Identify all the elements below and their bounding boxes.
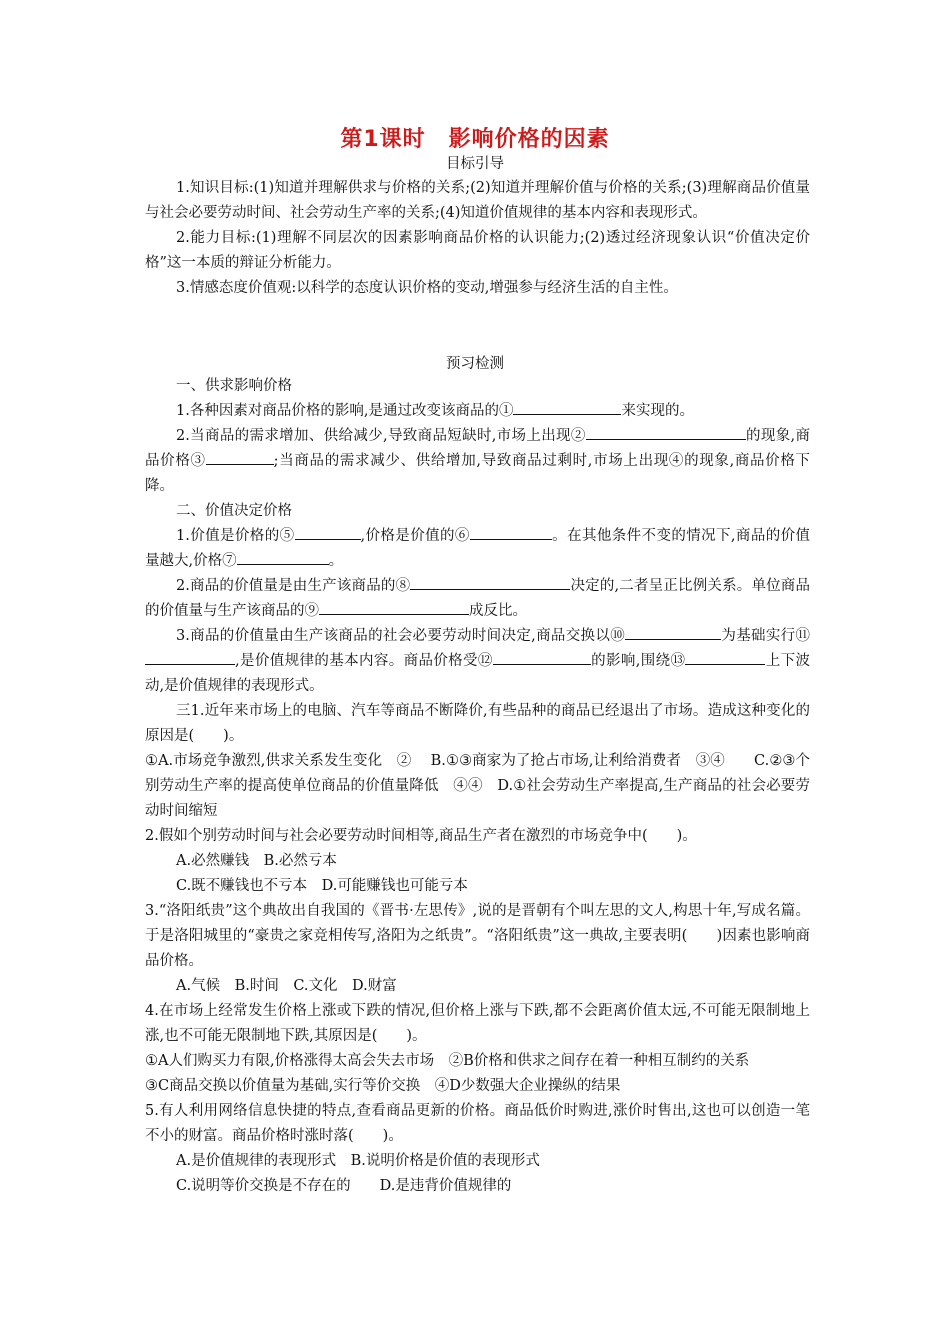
mc-question-2-stem: 2.假如个别劳动时间与社会必要劳动时间相等,商品生产者在激烈的市场竞争中( )。: [145, 828, 697, 844]
mc-question-1-options: ①A.市场竞争激烈,供求关系发生变化 ② B.①③商家为了抢占市场,让利给消费者 ③④ C.②③个别劳动生产率的提高使单位商品的价值量降低 ④④ D.①社会劳动生产率提高,生产商品的社会必要劳动时间缩短: [145, 753, 810, 819]
mc-question-4-options-a: ①A人们购买力有限,价格涨得太高会失去市场 ②B价格和供求之间存在着一种相互制约的关系: [145, 1053, 750, 1069]
goal-knowledge: 1.知识目标:(1)知道并理解供求与价格的关系;(2)知道并理解价值与价格的关系;(3)理解商品价值量与社会必要劳动时间、社会劳动生产率的关系;(4)知道价值规律的基本内容和表现形式。: [145, 180, 810, 221]
answer-blank-13[interactable]: [685, 649, 765, 665]
answer-blank-8[interactable]: [410, 574, 570, 590]
mc-question-5-options-a: A.是价值规律的表现形式 B.说明价格是价值的表现形式: [176, 1153, 540, 1169]
answer-blank-7[interactable]: [237, 549, 329, 565]
preview-heading: 预习检测: [446, 356, 504, 372]
preview-section: [145, 374, 810, 1199]
goals-section: [145, 176, 810, 301]
lesson-title: 第1课时 影响价格的因素: [340, 127, 610, 152]
mc-question-2-options-b: C.既不赚钱也不亏本 D.可能赚钱也可能亏本: [176, 878, 468, 894]
answer-blank-11[interactable]: [145, 649, 235, 665]
goal-ability: 2.能力目标:(1)理解不同层次的因素影响商品价格的认识能力;(2)透过经济现象认识“价值决定价格”这一本质的辩证分析能力。: [145, 230, 810, 271]
mc-question-4-options-b: ③C商品交换以价值量为基础,实行等价交换 ④D少数强大企业操纵的结果: [145, 1078, 621, 1094]
answer-blank-3[interactable]: [206, 449, 274, 465]
fill-question: 2.商品的价值量是由生产该商品的⑧ 决定的,二者呈正比例关系。单位商品的价值量与生产该商品的⑨ 成反比。: [145, 574, 810, 624]
mc-question-2-options-a: A.必然赚钱 B.必然亏本: [176, 853, 337, 869]
answer-blank-1[interactable]: [513, 399, 621, 415]
answer-blank-5[interactable]: [295, 524, 361, 540]
fill-question: 2.当商品的需求增加、供给减少,导致商品短缺时,市场上出现② 的现象,商品价格③ ;当商品的需求减少、供给增加,导致商品过剩时,市场上出现④的现象,商品价格下降。: [145, 424, 810, 499]
section-2-title: 二、价值决定价格: [176, 503, 292, 519]
answer-blank-2[interactable]: [586, 424, 746, 440]
mc-question-5-options-b: C.说明等价交换是不存在的 D.是违背价值规律的: [176, 1178, 512, 1194]
answer-blank-9[interactable]: [319, 599, 469, 615]
mc-question-5-stem: 5.有人利用网络信息快捷的特点,查看商品更新的价格。商品低价时购进,涨价时售出,这也可以创造一笔不小的财富。商品价格时涨时落( )。: [145, 1103, 810, 1144]
mc-question-3-options: A.气候 B.时间 C.文化 D.财富: [176, 978, 397, 994]
mc-question-1-stem: 三1.近年来市场上的电脑、汽车等商品不断降价,有些品种的商品已经退出了市场。造成这种变化的原因是( )。: [145, 703, 810, 744]
answer-blank-6[interactable]: [470, 524, 552, 540]
fill-question: 1.各种因素对商品价格的影响,是通过改变该商品的① 来实现的。: [145, 399, 810, 424]
goals-heading: 目标引导: [446, 156, 504, 172]
answer-blank-12[interactable]: [493, 649, 591, 665]
answer-blank-10[interactable]: [625, 624, 721, 640]
mc-question-4-stem: 4.在市场上经常发生价格上涨或下跌的情况,但价格上涨与下跌,都不会距离价值太远,不可能无限制地上涨,也不可能无限制地下跌,其原因是( )。: [145, 1003, 810, 1044]
fill-question: 3.商品的价值量由生产该商品的社会必要劳动时间决定,商品交换以⑩ 为基础实行⑪,是价值规律的基本内容。商品价格受⑫ 的影响,围绕⑬ 上下波动,是价值规律的表现形式。: [145, 624, 810, 699]
mc-question-3-stem: 3.“洛阳纸贵”这个典故出自我国的《晋书·左思传》,说的是晋朝有个叫左思的文人,构思十年,写成名篇。于是洛阳城里的“豪贵之家竞相传写,洛阳为之纸贵”。“洛阳纸贵”这一典故,主要表明( )因素也影响商品价格。: [145, 903, 810, 969]
section-1-title: 一、供求影响价格: [176, 378, 292, 394]
goal-attitude: 3.情感态度价值观:以科学的态度认识价格的变动,增强参与经济生活的自主性。: [176, 280, 678, 296]
fill-question: 1.价值是价格的⑤ ,价格是价值的⑥ 。在其他条件不变的情况下,商品的价值量越大,价格⑦ 。: [145, 524, 810, 574]
